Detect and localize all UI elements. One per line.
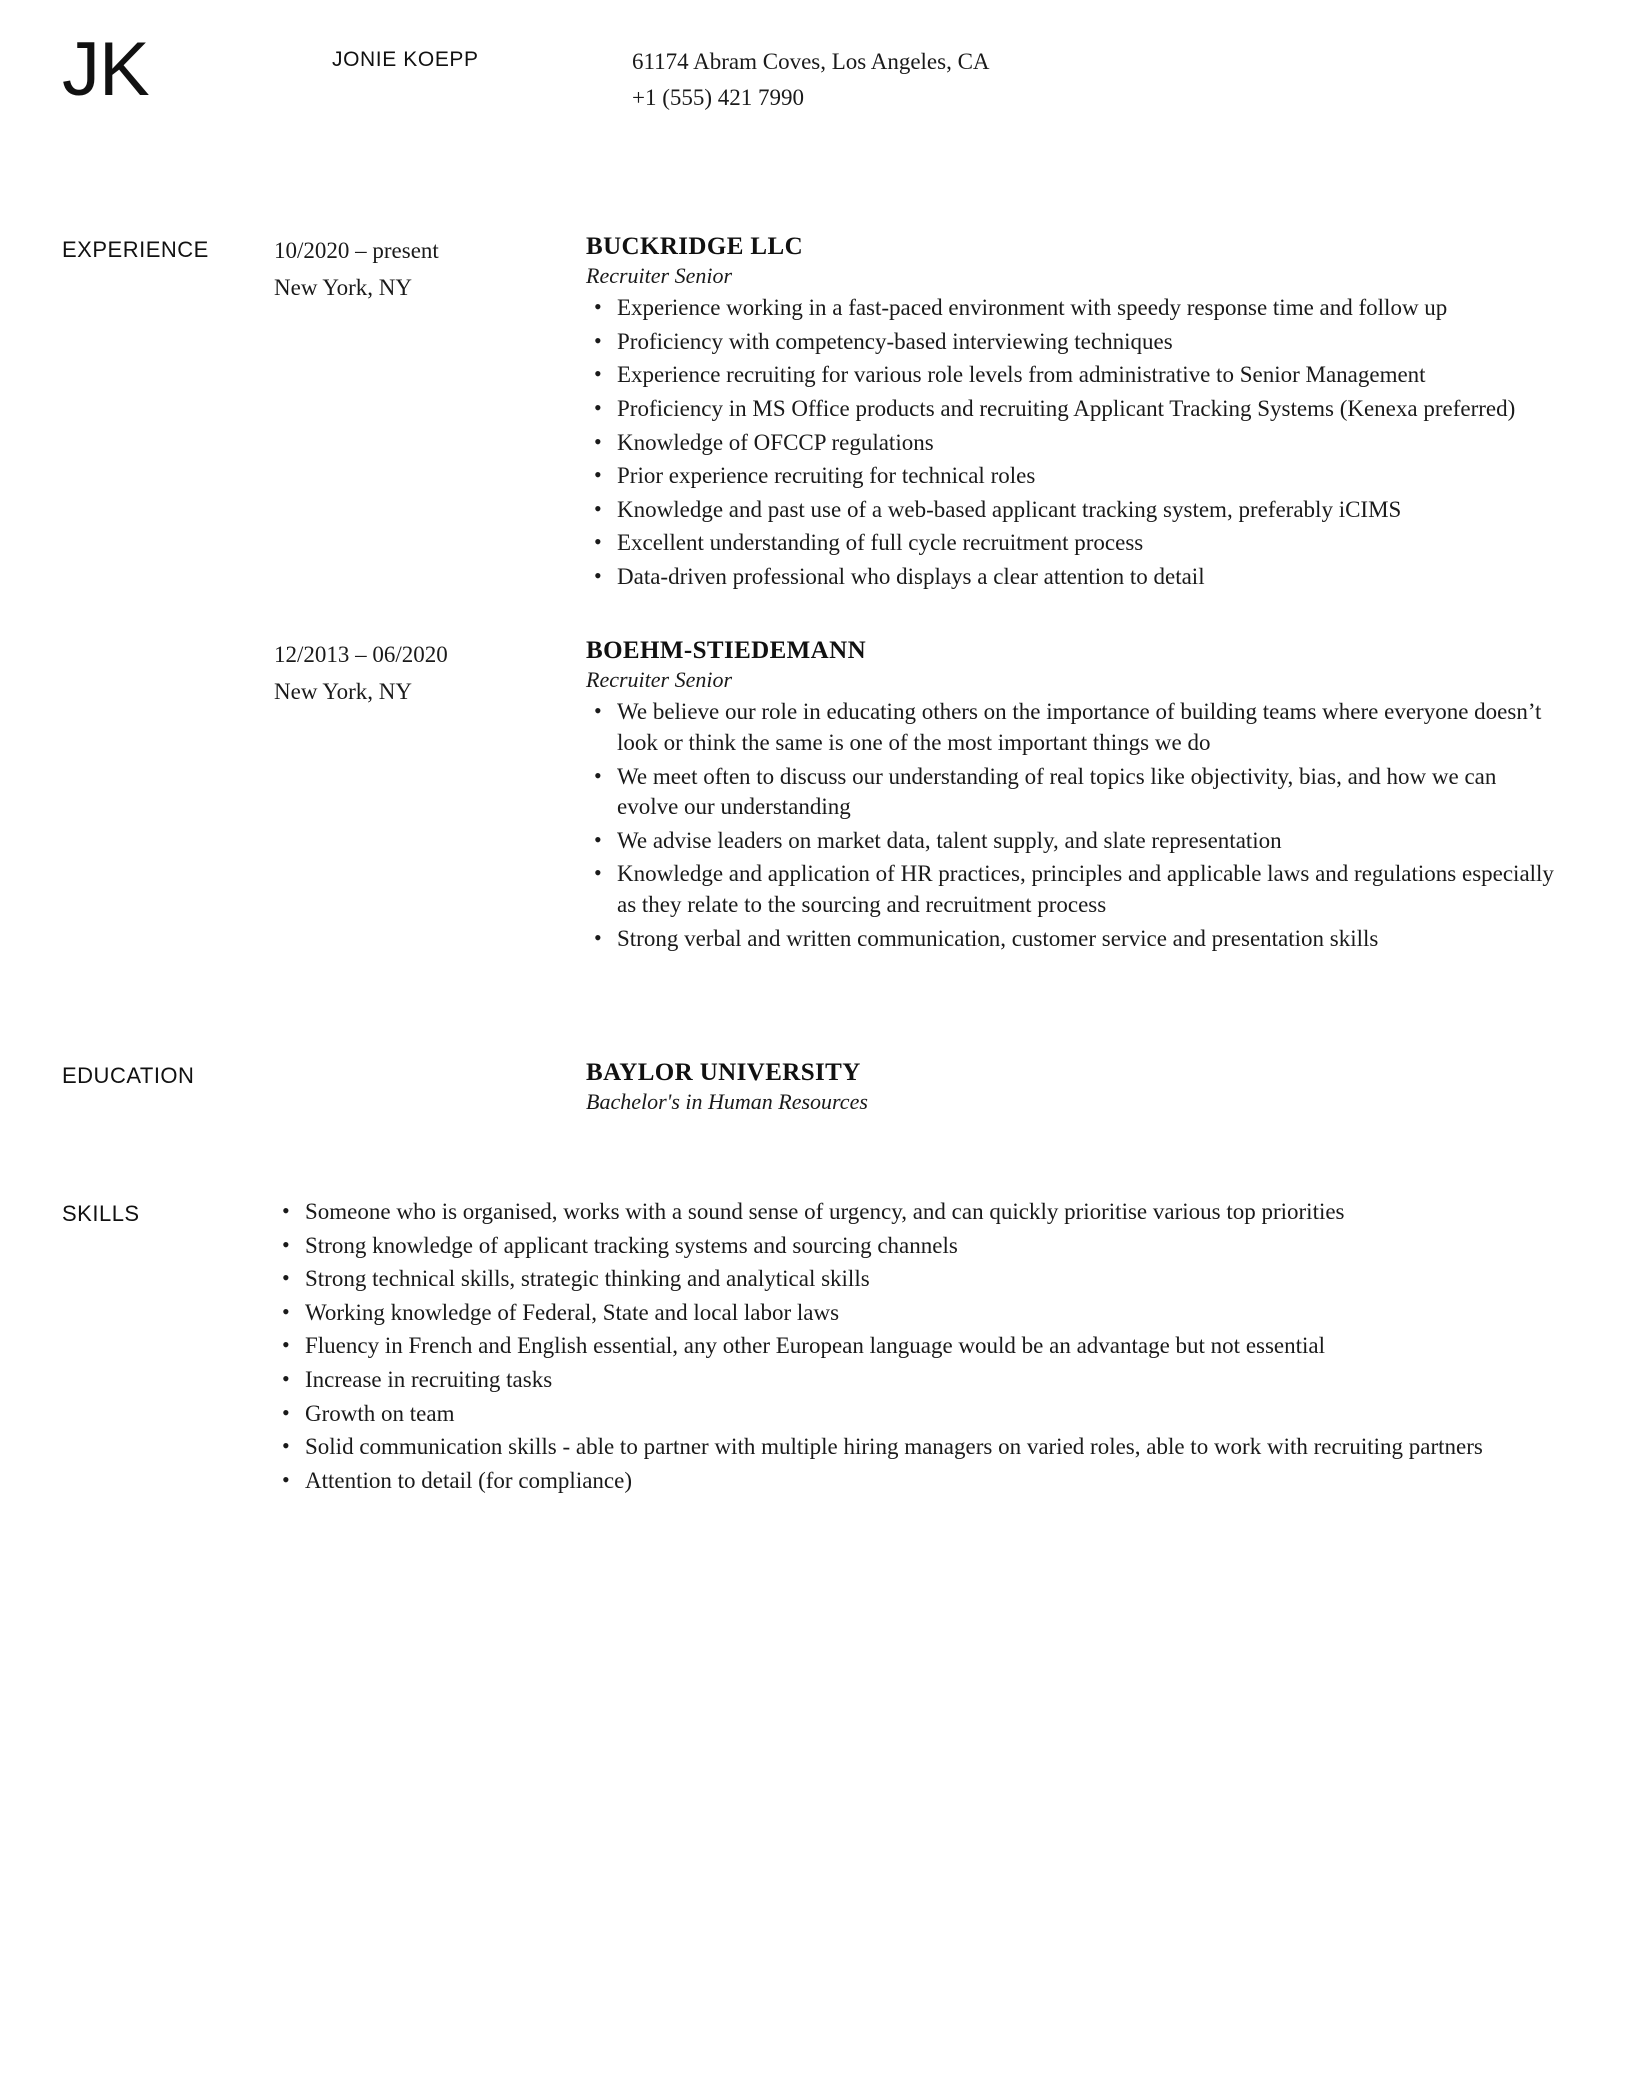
list-item: • Proficiency in MS Office products and recruiting Applicant Tracking Systems (Kenexa preferred) [586, 394, 1562, 425]
list-item: • Strong verbal and written communication, customer service and presentation skills [586, 924, 1562, 955]
list-item: • Attention to detail (for compliance) [274, 1466, 1562, 1497]
education-school: BAYLOR UNIVERSITY [586, 1059, 861, 1087]
contact-phone: +1 (555) 421 7990 [632, 84, 805, 110]
list-item: • Proficiency with competency-based interviewing techniques [586, 327, 1562, 358]
experience-bullets [586, 293, 1562, 592]
skills-bullets [274, 1197, 1562, 1496]
list-item: • Knowledge and application of HR practices, principles and applicable laws and regulations especially as they relate to the sourcing and recruitment process [586, 859, 1562, 920]
list-item: • We advise leaders on market data, talent supply, and slate representation [586, 826, 1562, 857]
experience-title: Recruiter Senior [586, 263, 733, 289]
education-entries [274, 1059, 1562, 1119]
experience-bullets [586, 697, 1562, 954]
list-item: • Data-driven professional who displays a clear attention to detail [586, 562, 1562, 593]
list-item: • Increase in recruiting tasks [274, 1365, 1562, 1396]
candidate-name: JONIE KOEPP [332, 48, 479, 71]
list-item: • We meet often to discuss our understanding of real topics like objectivity, bias, and how we can evolve our understanding [586, 762, 1562, 823]
section-heading-experience: EXPERIENCE [62, 237, 209, 263]
list-item: • Knowledge of OFCCP regulations [586, 428, 1562, 459]
education-entry-main [586, 1059, 1562, 1119]
experience-entry-meta [274, 637, 586, 957]
education-section [0, 1059, 1632, 1119]
list-item: • Strong technical skills, strategic thinking and analytical skills [274, 1264, 1562, 1295]
education-entry-meta [274, 1059, 586, 1119]
list-item: • Solid communication skills - able to partner with multiple hiring managers on varied roles, able to work with recruiting partners [274, 1432, 1562, 1463]
experience-entry-main [586, 637, 1562, 957]
experience-title: Recruiter Senior [586, 667, 733, 693]
list-item: • We believe our role in educating others on the importance of building teams where everyone doesn’t look or think the same is one of the most important things we do [586, 697, 1562, 758]
skills-section [0, 1197, 1632, 1499]
list-item: • Fluency in French and English essential, any other European language would be an advantage but not essential [274, 1331, 1562, 1362]
list-item: • Growth on team [274, 1399, 1562, 1430]
contact-address: 61174 Abram Coves, Los Angeles, CA [632, 49, 990, 74]
experience-section [0, 233, 1632, 999]
list-item: • Working knowledge of Federal, State and local labor laws [274, 1298, 1562, 1329]
section-heading-skills: SKILLS [62, 1201, 140, 1227]
experience-dates: 10/2020 – present [274, 238, 439, 264]
list-item: • Prior experience recruiting for technical roles [586, 461, 1562, 492]
list-item: • Strong knowledge of applicant tracking systems and sourcing channels [274, 1231, 1562, 1262]
list-item: • Experience recruiting for various role levels from administrative to Senior Management [586, 360, 1562, 391]
section-heading-education: EDUCATION [62, 1063, 195, 1089]
experience-company: BOEHM-STIEDEMANN [586, 637, 867, 665]
experience-entry-meta [274, 233, 586, 595]
experience-location: New York, NY [274, 275, 413, 301]
list-item: • Experience working in a fast-paced environment with speedy response time and follow up [586, 293, 1562, 324]
name-block [332, 30, 632, 72]
resume-header [0, 0, 1632, 115]
contact-block [632, 30, 990, 115]
education-degree: Bachelor's in Human Resources [586, 1089, 868, 1115]
experience-company: BUCKRIDGE LLC [586, 233, 804, 261]
list-item: • Knowledge and past use of a web-based applicant tracking system, preferably iCIMS [586, 495, 1562, 526]
list-item: • Excellent understanding of full cycle recruitment process [586, 528, 1562, 559]
monogram-initials: JK [62, 27, 149, 112]
experience-entry [274, 233, 1562, 595]
experience-location: New York, NY [274, 679, 413, 705]
experience-entry-main [586, 233, 1562, 595]
experience-entry [274, 637, 1562, 957]
education-entry [274, 1059, 1562, 1119]
experience-dates: 12/2013 – 06/2020 [274, 642, 448, 668]
list-item: • Someone who is organised, works with a sound sense of urgency, and can quickly prioritise various top priorities [274, 1197, 1562, 1228]
experience-entries [274, 233, 1562, 999]
skills-body [274, 1197, 1562, 1499]
